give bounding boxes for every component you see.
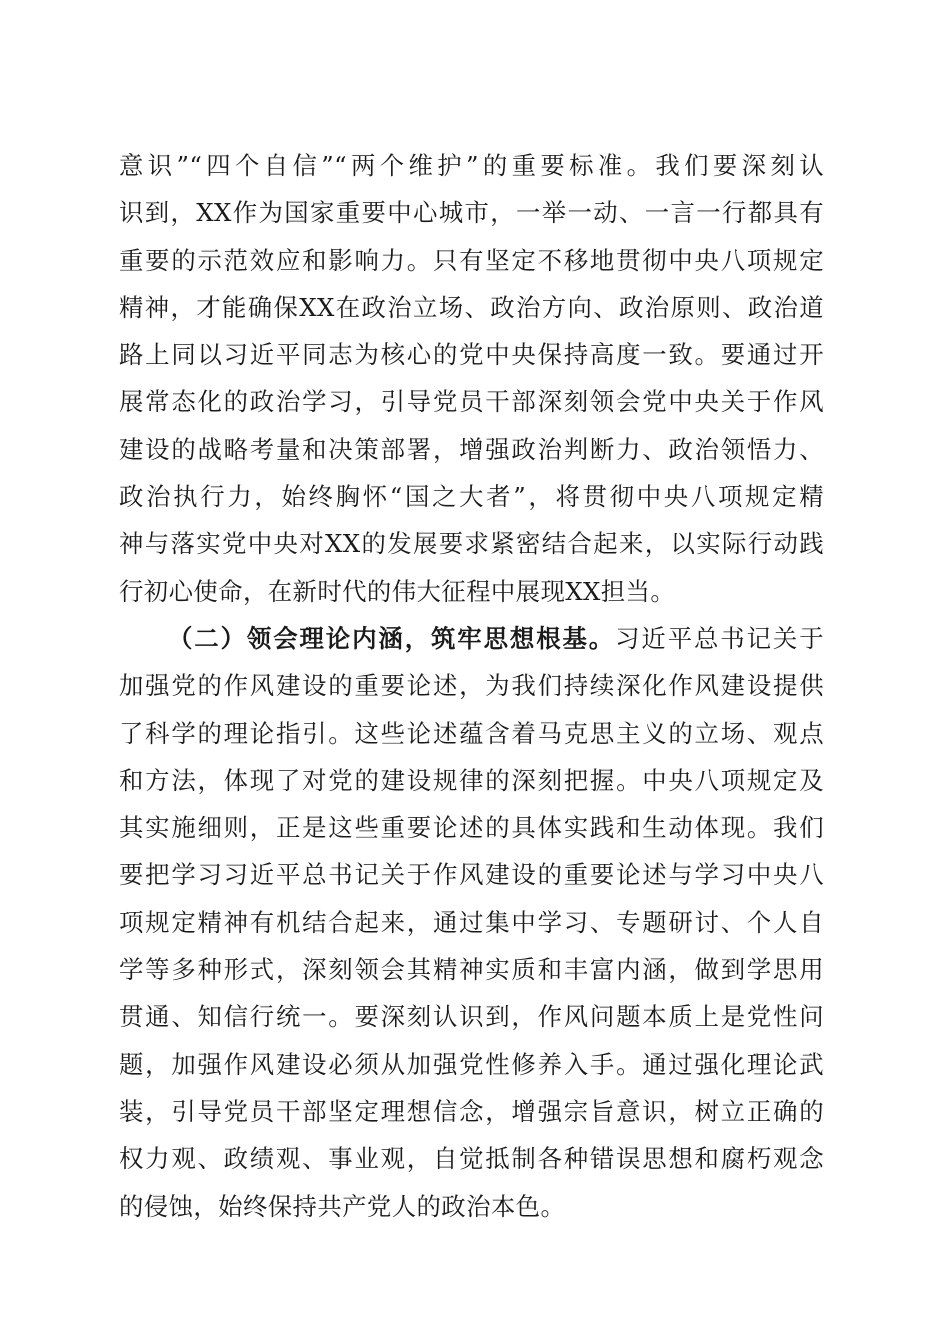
text-line: 重要的示范效应和影响力。只有坚定不移地贯彻中央八项规定: [119, 245, 824, 275]
text-line: 意识”“四个自信”“两个维护”的重要标准。我们要深刻认: [119, 151, 824, 180]
text-line: 贯通、知信行统一。要深刻认识到，作风问题本质上是党性问: [119, 1002, 824, 1032]
text-line: 项规定精神有机结合起来，通过集中学习、专题研讨、个人自: [119, 907, 824, 937]
text-line: 权力观、政绩观、事业观，自觉抵制各种错误思想和腐朽观念: [119, 1144, 824, 1174]
text-line: 和方法，体现了对党的建设规律的深刻把握。中央八项规定及: [119, 765, 824, 795]
document-body: [119, 142, 824, 1230]
paragraph-political-significance: [119, 142, 824, 615]
text-line: 精神，才能确保XX在政治立场、政治方向、政治原则、政治道: [119, 292, 824, 322]
text-line: 题，加强作风建设必须从加强党性修养入手。通过强化理论武: [119, 1049, 824, 1079]
text-line: 装，引导党员干部坚定理想信念，增强宗旨意识，树立正确的: [119, 1096, 824, 1126]
text-line: 行初心使命，在新时代的伟大征程中展现XX担当。: [119, 576, 676, 606]
text-line: 建设的战略考量和决策部署，增强政治判断力、政治领悟力、: [119, 434, 824, 464]
text-line-with-heading: [119, 615, 824, 662]
text-line: 神与落实党中央对XX的发展要求紧密结合起来，以实际行动践: [119, 529, 824, 559]
text-line: 路上同以习近平同志为核心的党中央保持高度一致。要通过开: [119, 340, 824, 370]
text-line: 其实施细则，正是这些重要论述的具体实践和生动体现。我们: [119, 813, 824, 843]
paragraph-theory-connotation: [119, 615, 824, 1230]
text-line: 要把学习习近平总书记关于作风建设的重要论述与学习中央八: [119, 860, 824, 890]
text-line: 的侵蚀，始终保持共产党人的政治本色。: [119, 1191, 566, 1221]
text-line: 政治执行力，始终胸怀“国之大者”，将贯彻中央八项规定精: [119, 482, 824, 512]
text-line: 展常态化的政治学习，引导党员干部深刻领会党中央关于作风: [119, 387, 824, 417]
heading-line-rest: 习近平总书记关于: [615, 623, 824, 653]
text-line: 加强党的作风建设的重要论述，为我们持续深化作风建设提供: [119, 671, 824, 701]
text-line: 识到，XX作为国家重要中心城市，一举一动、一言一行都具有: [119, 198, 824, 228]
section-heading: （二）领会理论内涵，筑牢思想根基。: [168, 623, 616, 653]
text-line: 了科学的理论指引。这些论述蕴含着马克思主义的立场、观点: [119, 718, 824, 748]
text-line: 学等多种形式，深刻领会其精神实质和丰富内涵，做到学思用: [119, 955, 824, 985]
